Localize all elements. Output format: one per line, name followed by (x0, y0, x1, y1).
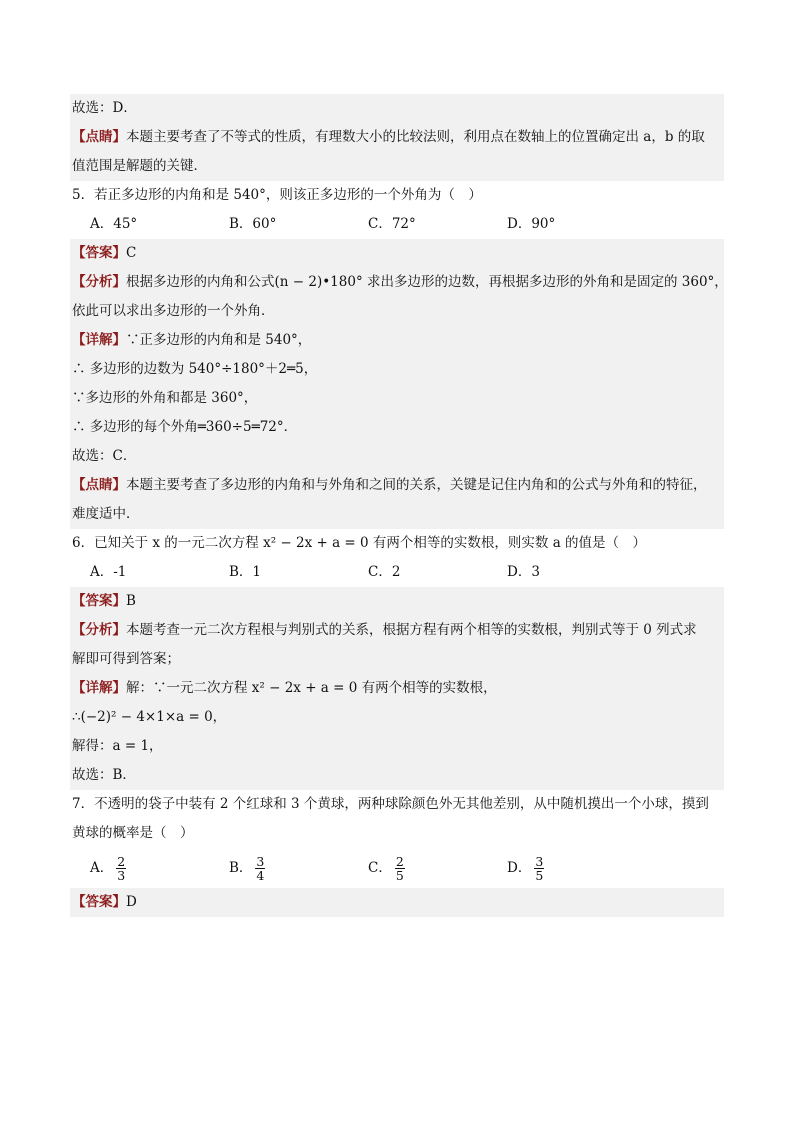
option-b: B．60° (229, 216, 277, 232)
option-d: D．3 (507, 564, 540, 580)
option-a: A． $\frac{2}{3}$ (90, 854, 126, 883)
option-d: D．90° (507, 216, 556, 232)
q5-comment: 【点睛】本题主要考查了多边形的内角和与外角和之间的关系，关键是记住内角和的公式与外角和的特征， (70, 471, 724, 500)
q5-detail-4: ∴ 多边形的每个外角═360÷5═72°． (70, 413, 724, 442)
document-body (70, 94, 728, 917)
q5-selection: 故选：C． (70, 442, 724, 471)
fraction: $\frac{2}{3}$ (117, 854, 126, 883)
option-b: B． $\frac{3}{4}$ (229, 854, 265, 883)
q6-detail: 【详解】解：∵一元二次方程 x² − 2x + a = 0 有两个相等的实数根， (70, 674, 724, 703)
option-b: B．1 (229, 564, 262, 580)
q5-detail-2: ∴ 多边形的边数为 540°÷180°＋2═5， (70, 355, 724, 384)
q5-answer: 【答案】C (70, 239, 724, 268)
q6-detail-3: 解得：a = 1， (70, 732, 724, 761)
question-7-cont: 黄球的概率是（ ） (72, 825, 194, 841)
question-6-options (70, 558, 724, 587)
fraction: $\frac{3}{5}$ (535, 854, 544, 883)
q6-analysis: 【分析】本题考查一元二次方程根与判别式的关系，根据方程有两个相等的实数根，判别式等于 0 列式求 (70, 616, 724, 645)
question-5: 5．若正多边形的内角和是 540°，则该正多边形的一个外角为（ ） (72, 187, 482, 203)
option-c: C．72° (368, 216, 416, 232)
option-c: C． $\frac{2}{5}$ (368, 854, 404, 883)
option-a: A．-1 (90, 564, 127, 580)
option-c: C．2 (368, 564, 401, 580)
q6-answer: 【答案】B (70, 587, 724, 616)
option-d: D． $\frac{3}{5}$ (507, 854, 544, 883)
q5-detail: 【详解】∵正多边形的内角和是 540°， (70, 326, 724, 355)
q6-selection: 故选：B． (70, 761, 724, 790)
prev-selection: 故选：D． (70, 94, 724, 123)
q6-analysis-cont: 解即可得到答案； (70, 645, 724, 674)
question-6: 6．已知关于 x 的一元二次方程 x² − 2x + a = 0 有两个相等的实数根，则实数 a 的值是（ ） (72, 535, 647, 551)
q7-answer: 【答案】D (70, 888, 724, 917)
q5-analysis: 【分析】根据多边形的内角和公式(n − 2)•180° 求出多边形的边数，再根据多边形的外角和是固定的 360°， (70, 268, 724, 297)
q6-detail-2: ∴(−2)² − 4×1×a = 0， (70, 703, 724, 732)
question-7: 7．不透明的袋子中装有 2 个红球和 3 个黄球，两种球除颜色外无其他差别，从中随机摸出一个小球，摸到 (72, 796, 709, 812)
prev-comment: 【点睛】本题主要考查了不等式的性质，有理数大小的比较法则，利用点在数轴上的位置确定出 a，b 的取 (70, 123, 724, 152)
question-5-options (70, 210, 724, 239)
option-a: A．45° (90, 216, 138, 232)
prev-comment-cont: 值范围是解题的关键． (70, 152, 724, 181)
question-7-options (70, 848, 724, 888)
q5-detail-3: ∵多边形的外角和都是 360°， (70, 384, 724, 413)
q5-analysis-cont: 依此可以求出多边形的一个外角． (70, 297, 724, 326)
fraction: $\frac{2}{5}$ (395, 854, 404, 883)
q5-comment-cont: 难度适中． (70, 500, 724, 529)
fraction: $\frac{3}{4}$ (256, 854, 265, 883)
